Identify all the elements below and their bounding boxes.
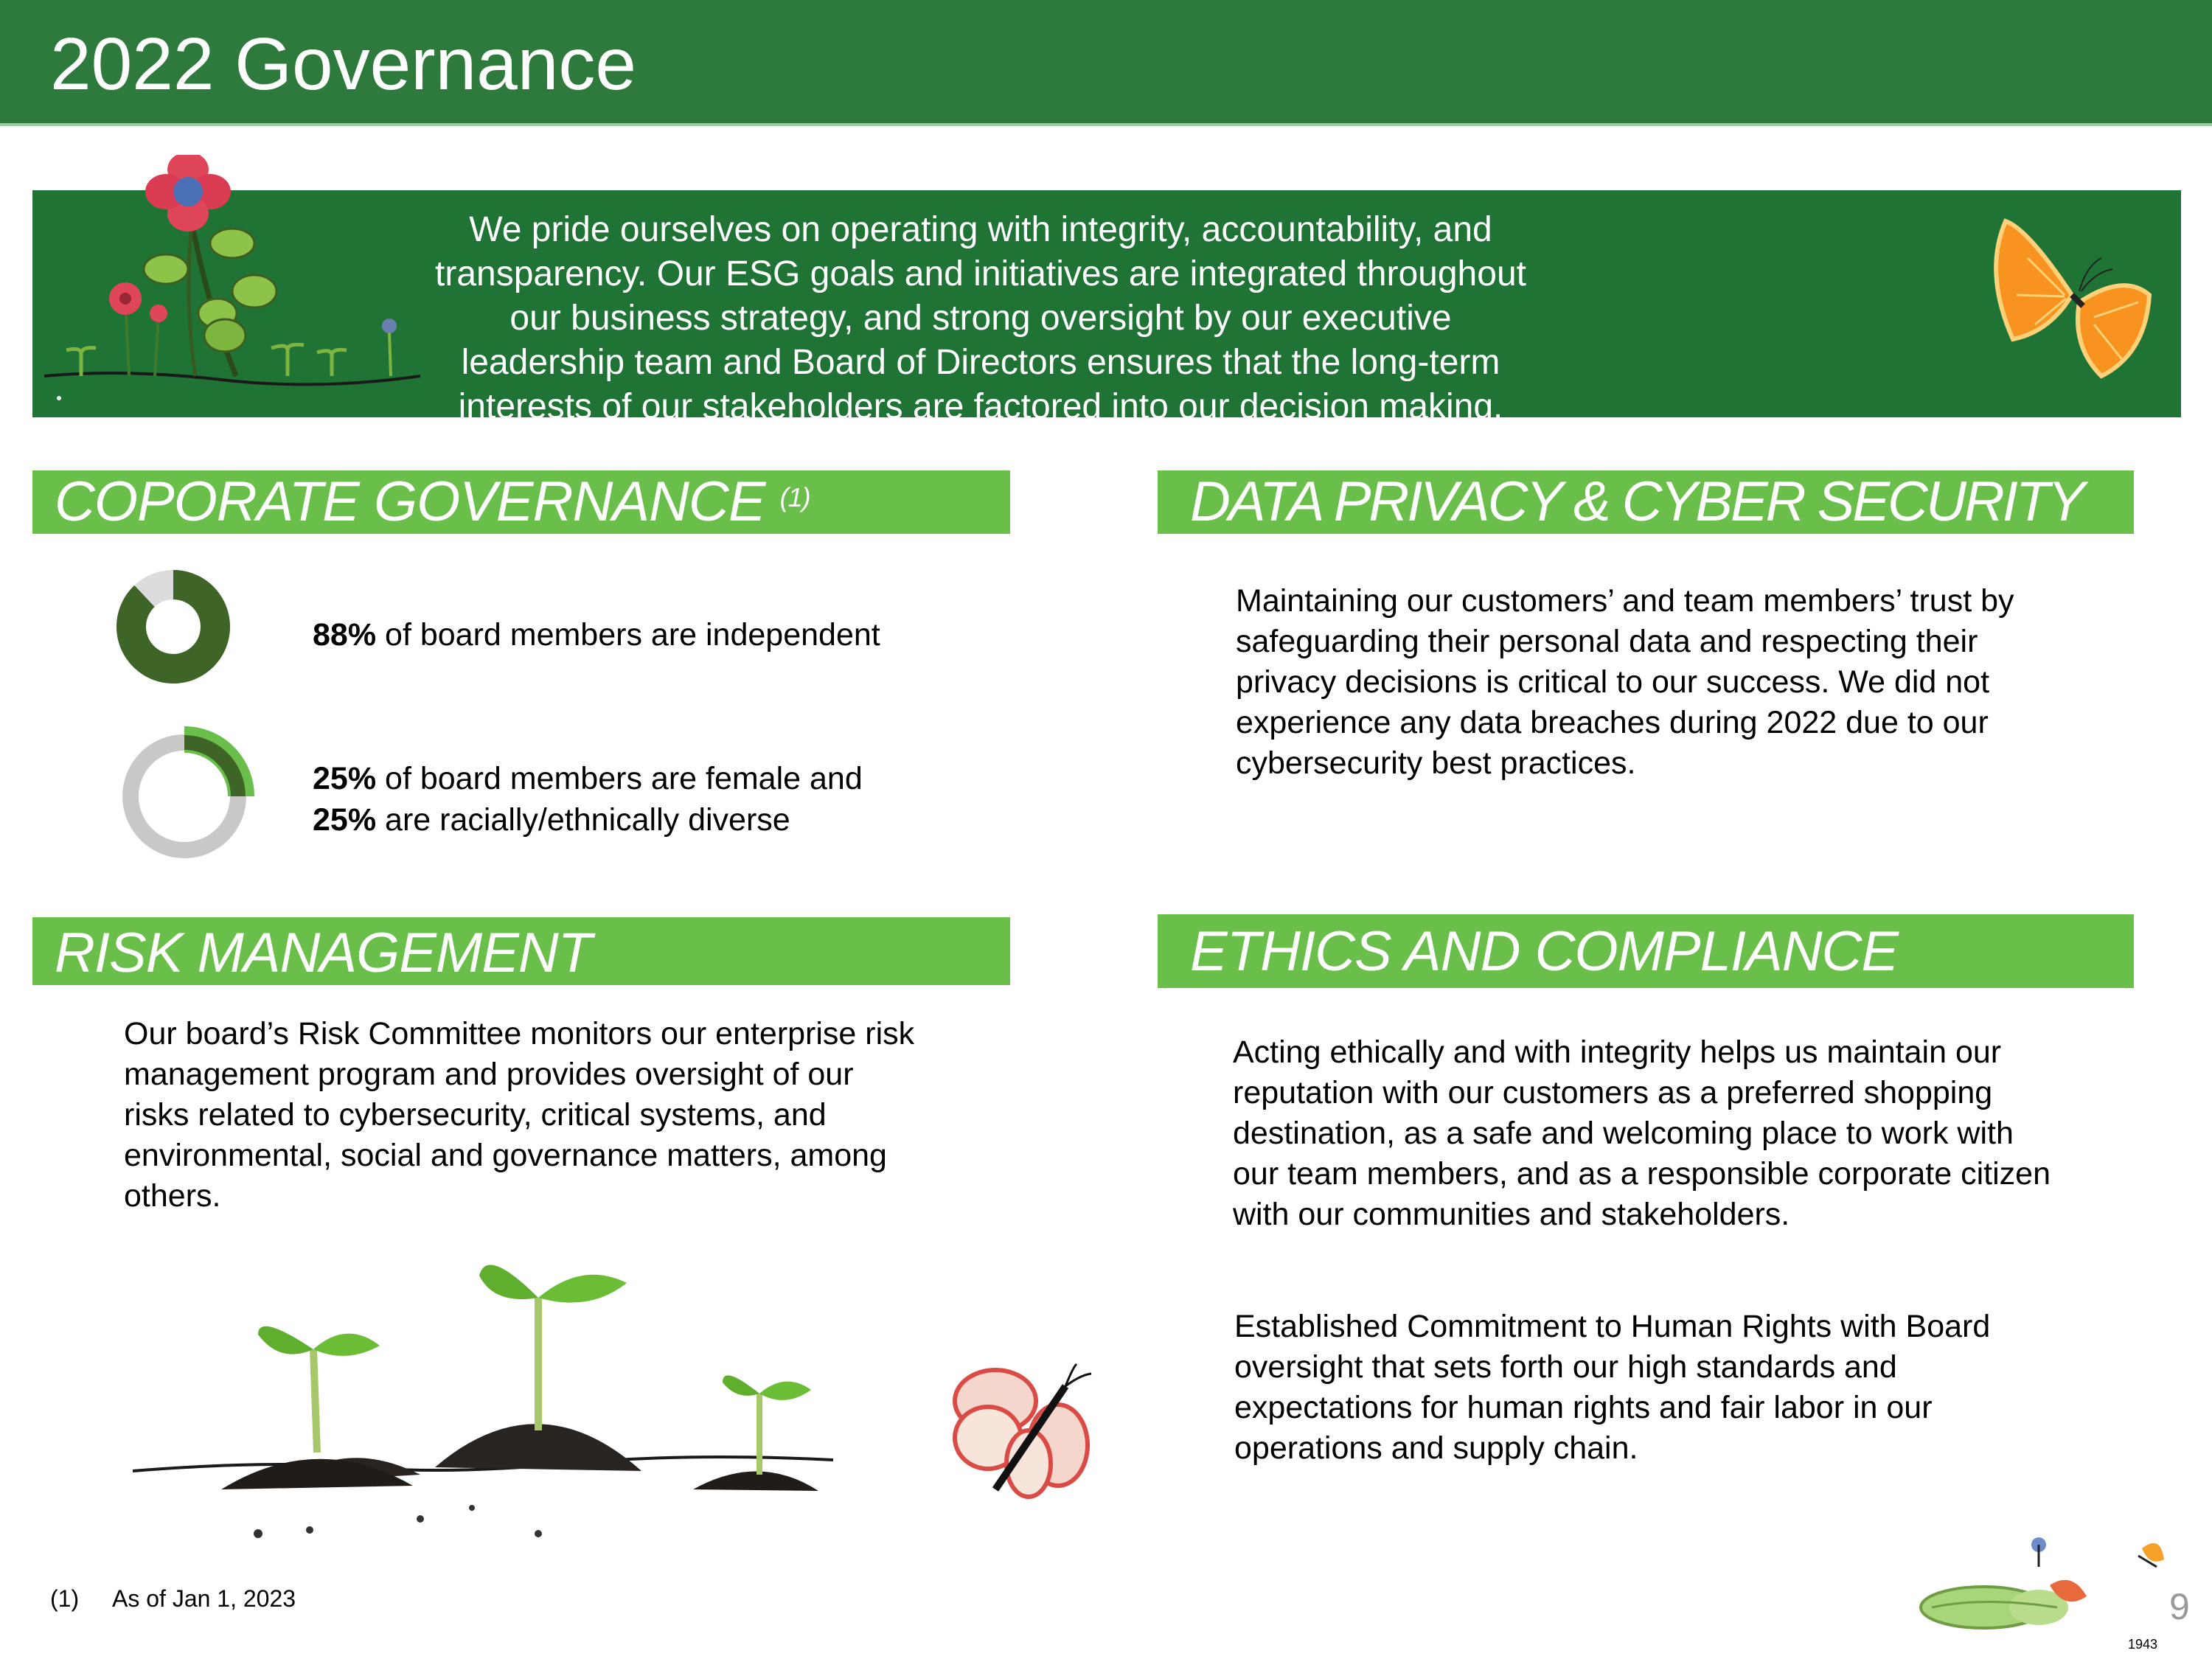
independent-text: of board members are independent [376, 617, 880, 653]
ethics-text: Acting ethically and with integrity helps us maintain our reputation with our customers as a preferred shopping destination, as a safe and welcoming place to work with our team members, and as a responsible corporate citizen with our communities and stakeholders. [1233, 1034, 2051, 1232]
caterpillar-illustration [1917, 1526, 2183, 1655]
footnote [50, 1585, 296, 1613]
flowers-illustration [37, 155, 435, 420]
footnote-marker: (1) [779, 482, 810, 512]
female-percent: 25% [313, 761, 377, 796]
orange-butterfly-illustration [1983, 214, 2160, 383]
page-title: 2022 Governance [50, 23, 637, 105]
donut-value-arc [131, 585, 215, 669]
apple-butterfly-illustration [944, 1360, 1106, 1508]
independent-percent: 88% [313, 617, 377, 653]
corporate-governance-title: COPORATE GOVERNANCE $^{(1)}$ [55, 470, 810, 533]
diversity-donut-chart [107, 719, 262, 874]
diversity-stat [313, 758, 976, 841]
diverse-text: are racially/ethnically diverse [376, 802, 790, 838]
footnote-text: As of Jan 1, 2023 [112, 1585, 296, 1612]
stock-code-label: 1943 [2128, 1637, 2158, 1652]
intro-text: We pride ourselves on operating with integrity, accountability, and transparency. Our ESG goals and initiatives are integrated throughout our business strategy, and strong oversight by our executive leadership team and Board of Directors ensures that the long-term interests of our stakeholders are factored into our decision making. [435, 210, 1526, 426]
female-text: of board members are female and [376, 761, 863, 796]
risk-management-text: Our board’s Risk Committee monitors our enterprise risk management program and provides oversight of our risks related to cybersecurity, critical systems, and environmental, social and governance matters, among others. [124, 1016, 915, 1214]
page-number: 9 [2169, 1586, 2190, 1627]
seedlings-illustration [125, 1217, 848, 1548]
independent-stat [313, 614, 976, 655]
independent-donut-chart [111, 564, 236, 689]
footnote-marker-label: (1) [50, 1585, 80, 1612]
data-privacy-title: DATA PRIVACY & CYBER SECURITY [1190, 470, 2083, 533]
diverse-percent: 25% [313, 802, 377, 838]
risk-management-title: RISK MANAGEMENT [55, 922, 592, 984]
human-rights-text: Established Commitment to Human Rights with Board oversight that sets forth our high standards and expectations for human rights and fair labor in our operations and supply chain. [1234, 1309, 1991, 1466]
data-privacy-text: Maintaining our customers’ and team members’ trust by safeguarding their personal data and respecting their privacy decisions is critical to our success. We did not experience any data breaches during 2022 due to our cybersecurity best practices. [1236, 583, 2014, 781]
ethics-title: ETHICS AND COMPLIANCE [1190, 920, 1899, 983]
